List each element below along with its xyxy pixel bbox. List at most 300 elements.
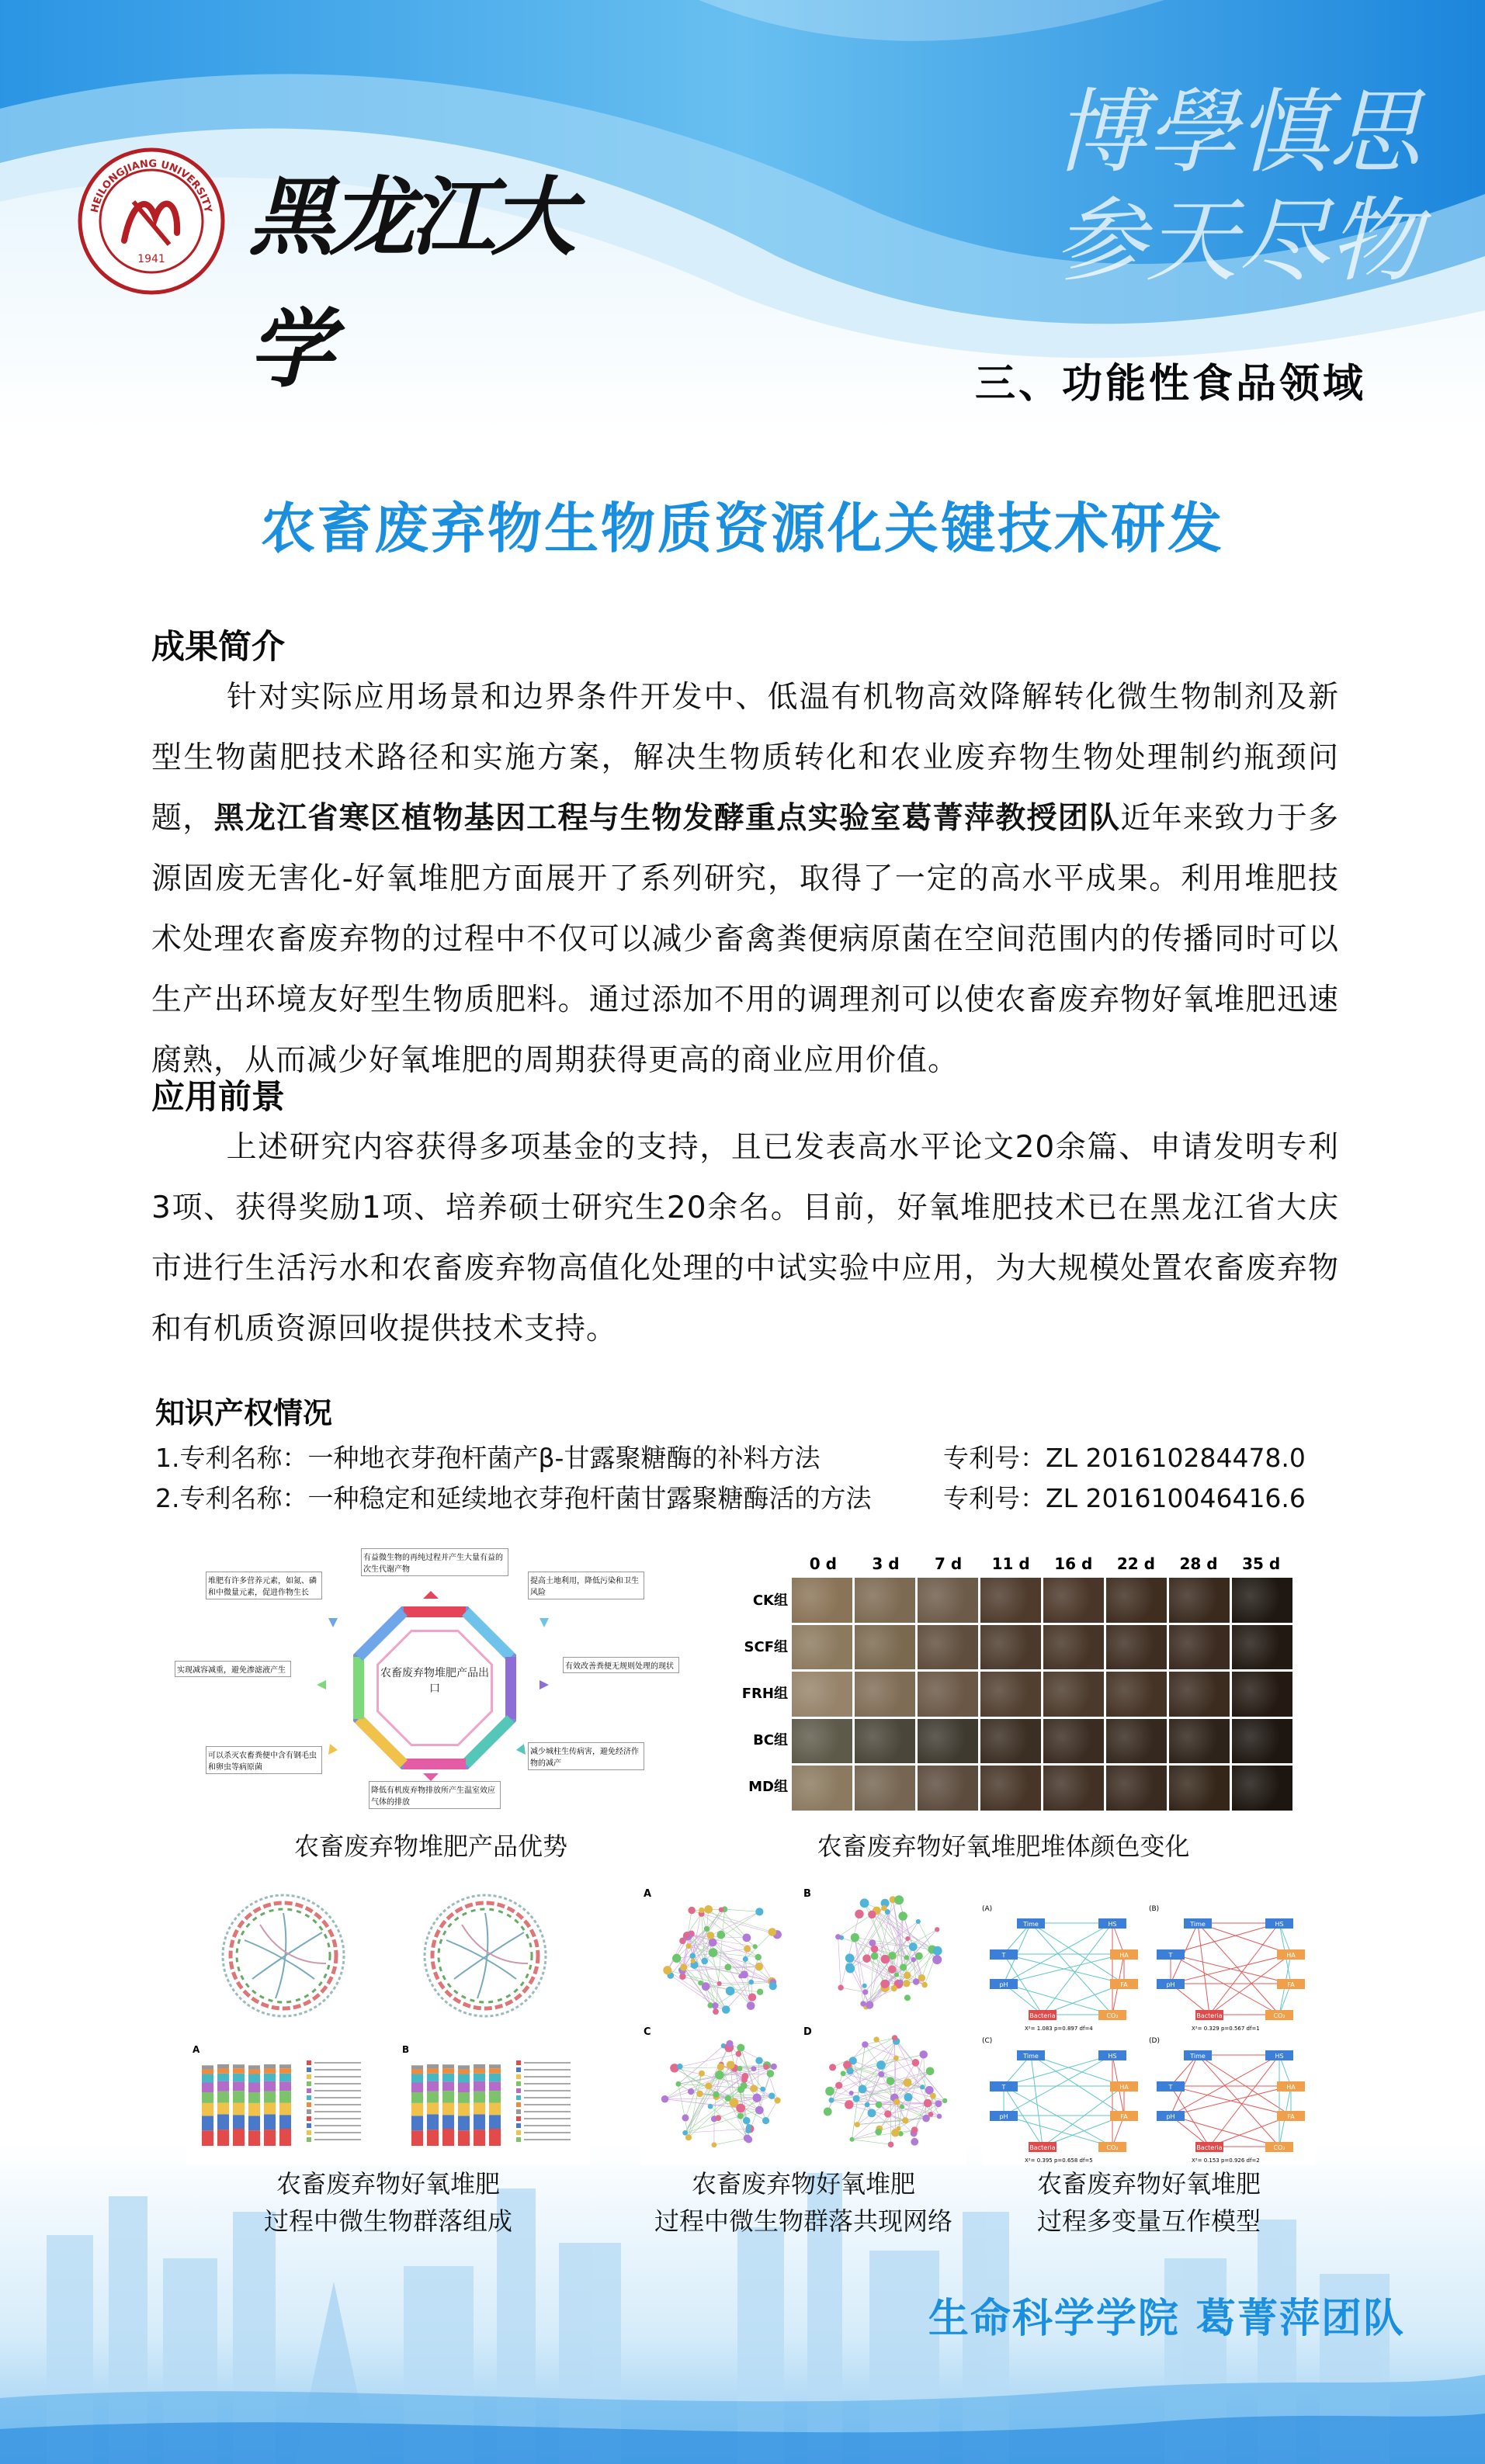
sem-path [1198,2055,1279,2147]
composition-bar-segment [411,2070,423,2074]
network-node [935,1927,939,1932]
prospect-paragraph [151,1118,1339,1360]
network-edge [721,1910,747,1938]
composition-bar-segment [233,2068,245,2074]
network-node [886,2077,895,2085]
compost-photo-tile [1043,1672,1104,1717]
compost-photo-tile [792,1766,852,1811]
network-node [904,1955,909,1960]
composition-bar-segment [489,2081,501,2091]
composition-bar-segment [442,2081,454,2091]
sem-node-label: Bacteria [1029,2144,1056,2151]
network-node [744,1946,751,1953]
network-node [682,2114,689,2121]
compost-photo-tile [980,1578,1041,1623]
network-node [841,2071,846,2076]
ip-heading: 知识产权情况 [155,1396,333,1430]
network-node [915,1952,923,1960]
network-node [862,2041,868,2047]
network-node [688,2088,694,2095]
network-node [746,2124,751,2130]
composition-bar-segment [442,2091,454,2102]
network-node [888,1965,897,1974]
sem-node-label: FA [1287,1981,1295,1988]
network-node [737,2113,744,2119]
network-node [686,1943,692,1949]
network-node [675,2081,681,2087]
network-node [911,1957,916,1962]
network-node [853,2095,860,2102]
legend-line [524,2118,571,2119]
network-edge [897,2041,945,2101]
composition-bar-segment [474,2081,485,2091]
intro-text-1: 针对实际应用场景和边界条件开发中、低温有机物高效降解转化微生物制剂及新型生物菌肥技术路径和实施方案，解决生物质转化和农业废弃物生物处理制约瓶颈问题， [151,680,1339,836]
composition-bar-segment [427,2114,439,2130]
network-node [920,2085,925,2089]
sem-node-label: HS [1275,1921,1284,1928]
legend-swatch [516,2102,521,2107]
section-heading: 三、功能性食品领域 [974,361,1366,407]
network-node [905,1936,910,1941]
composition-bar-segment [279,2068,291,2074]
network-node [888,2142,894,2148]
composition-bar-segment [202,2103,213,2116]
fig2-day-label: 0 d [809,1554,837,1573]
fig4-caption-line1: 农畜废弃物好氧堆肥 [691,2169,915,2199]
composition-bar-segment [474,2074,485,2081]
fig3-caption-line1: 农畜废弃物好氧堆肥 [276,2169,500,2199]
network-node [942,2098,947,2103]
sem-model-panel [982,1905,1138,2032]
legend-swatch [307,2123,311,2128]
network-node [909,1942,918,1951]
legend-swatch [516,2081,521,2086]
compost-photo-tile [1169,1766,1230,1811]
fig1-note-6: 可以杀灭农畜粪便中含有钢毛虫和卵虫等病原菌 [206,1746,322,1774]
composition-bar-segment [458,2065,470,2069]
network-node [663,1966,671,1974]
network-node [893,2056,899,2061]
sem-path [1004,1984,1112,2015]
composition-bar-segment [279,2064,291,2068]
network-node [932,1955,942,1964]
network-node [691,1958,696,1963]
fig4-caption-line2: 过程中微生物群落共现网络 [654,2206,952,2236]
fig2-day-label: 7 d [934,1554,963,1573]
composition-bar-segment [264,2130,276,2146]
legend-swatch [307,2074,311,2079]
composition-bar-segment [279,2115,291,2129]
compost-photo-tile [855,1578,915,1623]
network-edge [921,1949,932,1978]
fig2-day-label: 11 d [991,1554,1030,1573]
network-node [727,2060,735,2069]
network-node [880,1980,889,1988]
composition-bar-segment [489,2115,501,2129]
university-name-calligraphy: 黑龙江大学 [248,167,571,399]
composition-bar-segment [202,2092,213,2103]
fig4-panel-a: A [644,1888,652,1900]
patent-row-1 [155,1438,1320,1475]
network-node [699,2071,705,2077]
composition-bar-segment [279,2081,291,2091]
network-node [702,1982,710,1991]
network-node [705,2082,712,2089]
composition-bar-segment [474,2114,485,2130]
network-node [704,1926,710,1932]
network-node [891,1985,897,1991]
composition-bar-segment [474,2130,485,2146]
composition-bar-segment [411,2065,423,2069]
composition-bar-segment [233,2074,245,2081]
fig2-group-label: CK组 [752,1592,788,1609]
sem-node-label: HS [1275,2053,1284,2060]
composition-bar-segment [264,2091,276,2103]
legend-line [524,2104,571,2105]
composition-bar-segment [248,2116,260,2130]
composition-bar-segment [233,2129,245,2146]
composition-bar-segment [217,2064,229,2069]
sem-path [1004,2116,1112,2147]
fig1-note-1: 有益微生物的再纯过程并产生大量有益的次生代谢产物 [361,1548,508,1576]
composition-bar-segment [458,2130,470,2146]
composition-bar-segment [248,2082,260,2092]
network-node [898,1980,903,1984]
network-node [871,1946,879,1953]
composition-bar-segment [233,2081,245,2091]
sem-node-label: T [1001,1952,1006,1959]
composition-bar-segment [217,2068,229,2073]
compost-photo-tile [1043,1719,1104,1764]
compost-photo-tile [1232,1719,1292,1764]
network-node [716,1931,725,1939]
legend-swatch [307,2060,311,2065]
legend-line [314,2125,361,2126]
network-node [904,1994,911,2001]
composition-bar-segment [411,2092,423,2103]
sem-node-label: T [1001,2084,1006,2091]
network-edge [702,1914,778,1935]
composition-bar-segment [442,2068,454,2074]
patent-row-2 [155,1478,1320,1515]
sem-node-label: CO₂ [1106,2144,1119,2151]
legend-line [524,2125,571,2126]
composition-bar-segment [427,2091,439,2103]
compost-photo-tile [855,1625,915,1670]
legend-swatch [307,2088,311,2093]
network-node [902,2117,908,2123]
network-node [748,1993,756,2001]
legend-line [314,2132,361,2133]
network-node [835,1934,841,1939]
composition-bar-segment [279,2091,291,2102]
network-node [892,2035,897,2040]
legend-swatch [307,2109,311,2114]
sem-node-label: pH [999,2113,1008,2120]
legend-swatch [516,2116,521,2121]
legend-line [314,2062,361,2064]
composition-bar-segment [202,2074,213,2082]
sem-model-panel [1149,1905,1305,2032]
composition-bar-segment [264,2114,276,2130]
composition-bar-segment [489,2129,501,2146]
network-node [709,1948,718,1957]
main-title: 农畜废弃物生物质资源化关键技术研发 [261,497,1224,560]
sem-path [1209,1923,1279,2015]
patent-name-2: 2.专利名称：一种稳定和延续地衣芽孢杆菌甘露聚糖酶活的方法 [155,1483,872,1513]
legend-swatch [307,2081,311,2086]
composition-bar-segment [489,2091,501,2102]
compost-photo-tile [918,1578,978,1623]
network-node [704,1905,713,1914]
sem-node-label: Time [1190,1921,1206,1928]
fig4-caption [621,2165,986,2240]
fig2-day-label: 16 d [1054,1554,1093,1573]
network-node [755,2057,762,2064]
sem-path [1031,2055,1043,2147]
network-node [913,1978,920,1985]
fig4-panel-d: D [803,2026,812,2038]
sem-node-label: HS [1108,1921,1117,1928]
compost-photo-tile [1169,1625,1230,1670]
fig2-group-label: FRH组 [741,1686,788,1702]
fig5-caption-line2: 过程多变量互作模型 [1036,2206,1261,2236]
network-node [904,1972,911,1979]
network-node [845,1964,855,1974]
network-node [933,1946,942,1956]
sem-node-label: HA [1119,2084,1129,2091]
composition-bar-segment [427,2081,439,2091]
legend-swatch [307,2116,311,2121]
fig1-center-label: 农畜废弃物堆肥产品出口 [380,1667,489,1695]
sem-node-label: HS [1108,2053,1117,2060]
network-node [876,2060,886,2070]
network-node [928,2112,934,2117]
network-edge [865,2045,915,2063]
network-edge [725,1909,760,1911]
sem-node-label: FA [1287,2113,1295,2120]
composition-bar-segment [248,2092,260,2103]
motto-line-2: 参天尽物 [1053,187,1421,294]
network-node [724,1963,731,1970]
sem-path [1031,1923,1112,2015]
network-node [911,2126,918,2133]
legend-swatch [516,2067,521,2072]
legend-swatch [307,2067,311,2072]
composition-bar-segment [458,2074,470,2082]
network-node [937,2114,942,2119]
legend-line [524,2083,571,2085]
network-edge [678,2067,774,2084]
intro-paragraph [151,667,1339,1091]
composition-bar-segment [202,2070,213,2074]
sem-node-label: CO₂ [1273,2144,1285,2151]
legend-line [524,2062,571,2064]
network-node [846,2067,853,2074]
network-node [926,2067,935,2075]
compost-photo-tile [918,1719,978,1764]
sem-node-label: Time [1190,2053,1206,2060]
network-node [935,2100,942,2107]
network-node [743,1956,748,1962]
composition-bar-segment [217,2091,229,2103]
network-node [884,2110,891,2117]
network-edge [898,2107,902,2129]
fig2-day-label: 22 d [1116,1554,1155,1573]
intro-team-bold: 黑龙江省寒区植物基因工程与生物发酵重点实验室葛菁萍教授团队 [213,801,1121,836]
network-node [752,2094,761,2102]
network-node [876,2102,883,2109]
network-edge [757,2060,759,2098]
network-node [849,2137,854,2142]
sem-stats: X²= 0.153 p=0.926 df=2 [1192,2157,1260,2164]
legend-line [524,2090,571,2091]
network-node [727,2040,734,2047]
legend-swatch [307,2137,311,2142]
legend-line [524,2132,571,2133]
network-node [855,1910,863,1918]
compost-photo-tile [1106,1672,1167,1717]
composition-bar-segment [264,2068,276,2073]
legend-swatch [516,2088,521,2093]
network-node [715,2071,724,2080]
composition-bar-segment [427,2102,439,2114]
composition-bar-segment [202,2065,213,2069]
network-node [737,2044,744,2052]
composition-bar-segment [474,2068,485,2073]
sem-node-label: Bacteria [1196,2144,1223,2151]
network-node [881,1905,887,1911]
prospect-text: 上述研究内容获得多项基金的支持，且已发表高水平论文20余篇、申请发明专利3项、获得奖励1项、培养硕士研究生20余名。目前，好氧堆肥技术已在黑龙江省大庆市进行生活污水和农畜废弃物高值化处理的中试实验中应用，为大规模处置农畜废弃物和有机质资源回收提供技术支持。 [151,1130,1339,1346]
network-node [888,1952,896,1960]
network-node [769,1982,777,1990]
network-edge [852,2114,931,2139]
compost-photo-tile [918,1625,978,1670]
composition-bar-segment [248,2074,260,2082]
network-node [774,2097,780,2103]
legend-line [524,2076,571,2078]
sem-node-label: pH [999,1981,1008,1988]
network-node [701,1957,708,1964]
composition-bar-segment [442,2129,454,2146]
network-node [825,2087,834,2096]
network-node [912,2059,920,2067]
network-node [859,2085,867,2094]
network-node [661,2095,668,2102]
fig1-note-5: 降低有机废弃物排放所产生温室效应气体的排放 [369,1781,501,1809]
compost-photo-tile [1169,1672,1230,1717]
network-node [708,2104,713,2109]
sem-stats: X²= 1.083 p=0.897 df=4 [1025,2026,1093,2032]
network-node [769,1928,777,1936]
sem-node-label: pH [1166,2113,1175,2120]
network-node [824,2107,832,2116]
network-edge [838,1937,841,1987]
sem-model-panel [1149,2037,1305,2164]
composition-bar-segment [411,2082,423,2092]
compost-photo-tile [1106,1719,1167,1764]
network-node [860,1898,869,1908]
network-node [672,1954,681,1963]
network-node [865,2102,870,2107]
network-node [713,2091,719,2098]
motto-line-1: 博學慎思 [1053,78,1421,185]
fig2-group-label: SCF组 [744,1639,788,1655]
composition-bar-segment [217,2130,229,2146]
compost-photo-tile [855,1672,915,1717]
network-node [855,2122,860,2127]
fig2-photo-grid [792,1578,1292,1811]
logo-year: 1941 [137,253,165,265]
network-node [713,2008,719,2015]
network-node [707,1932,715,1939]
figure-compost-color-grid [714,1554,1292,1811]
network-node [722,2005,730,2014]
network-edge [759,2074,770,2110]
composition-bar-segment [411,2116,423,2130]
sem-node-label: Time [1023,2053,1039,2060]
network-node [904,2078,912,2087]
network-node [743,2117,751,2125]
composition-bar-segment [411,2130,423,2146]
sem-path [1198,1923,1209,2015]
network-node [688,1907,695,1914]
network-edge [714,2138,748,2145]
network-node [919,2050,928,2059]
compost-photo-tile [1106,1625,1167,1670]
university-seal-logo [78,147,225,295]
composition-bar-segment [202,2130,213,2146]
composition-bar-segment [217,2074,229,2081]
composition-bar-segment [217,2081,229,2091]
network-node [898,1911,907,1920]
sem-stats: X²= 0.395 p=0.658 df=5 [1025,2157,1093,2164]
network-node [894,1895,904,1904]
sem-path [1171,2055,1279,2116]
compost-photo-tile [1043,1578,1104,1623]
compost-photo-tile [792,1625,852,1670]
network-node [893,2098,900,2105]
network-node [741,2073,748,2080]
legend-line [314,2069,361,2071]
fig2-day-label: 28 d [1179,1554,1218,1573]
fig1-note-3: 有效改善粪便无规则处理的现状 [563,1657,679,1673]
composition-bar-segment [458,2116,470,2130]
prospect-heading: 应用前景 [151,1078,285,1117]
network-node [677,2064,683,2070]
network-edge [850,1969,869,2005]
sem-node-label: pH [1166,1981,1175,1988]
compost-photo-tile [1169,1578,1230,1623]
network-node [896,2126,900,2131]
composition-bar-segment [264,2064,276,2069]
sem-node-label: HA [1286,2084,1296,2091]
legend-swatch [307,2095,311,2100]
sem-node-label: FA [1120,1981,1128,1988]
composition-bar-segment [489,2074,501,2081]
compost-photo-tile [1232,1578,1292,1623]
fig2-caption: 农畜废弃物好氧堆肥堆体颜色变化 [817,1832,1190,1861]
compost-photo-tile [980,1719,1041,1764]
composition-bar-segment [427,2064,439,2069]
network-node [767,2070,775,2078]
network-node [745,2136,752,2143]
network-edge [918,1922,932,1949]
network-node [712,2002,719,2009]
legend-swatch [516,2060,521,2065]
fig4-panel-c: C [644,2026,651,2038]
legend-line [314,2139,361,2140]
